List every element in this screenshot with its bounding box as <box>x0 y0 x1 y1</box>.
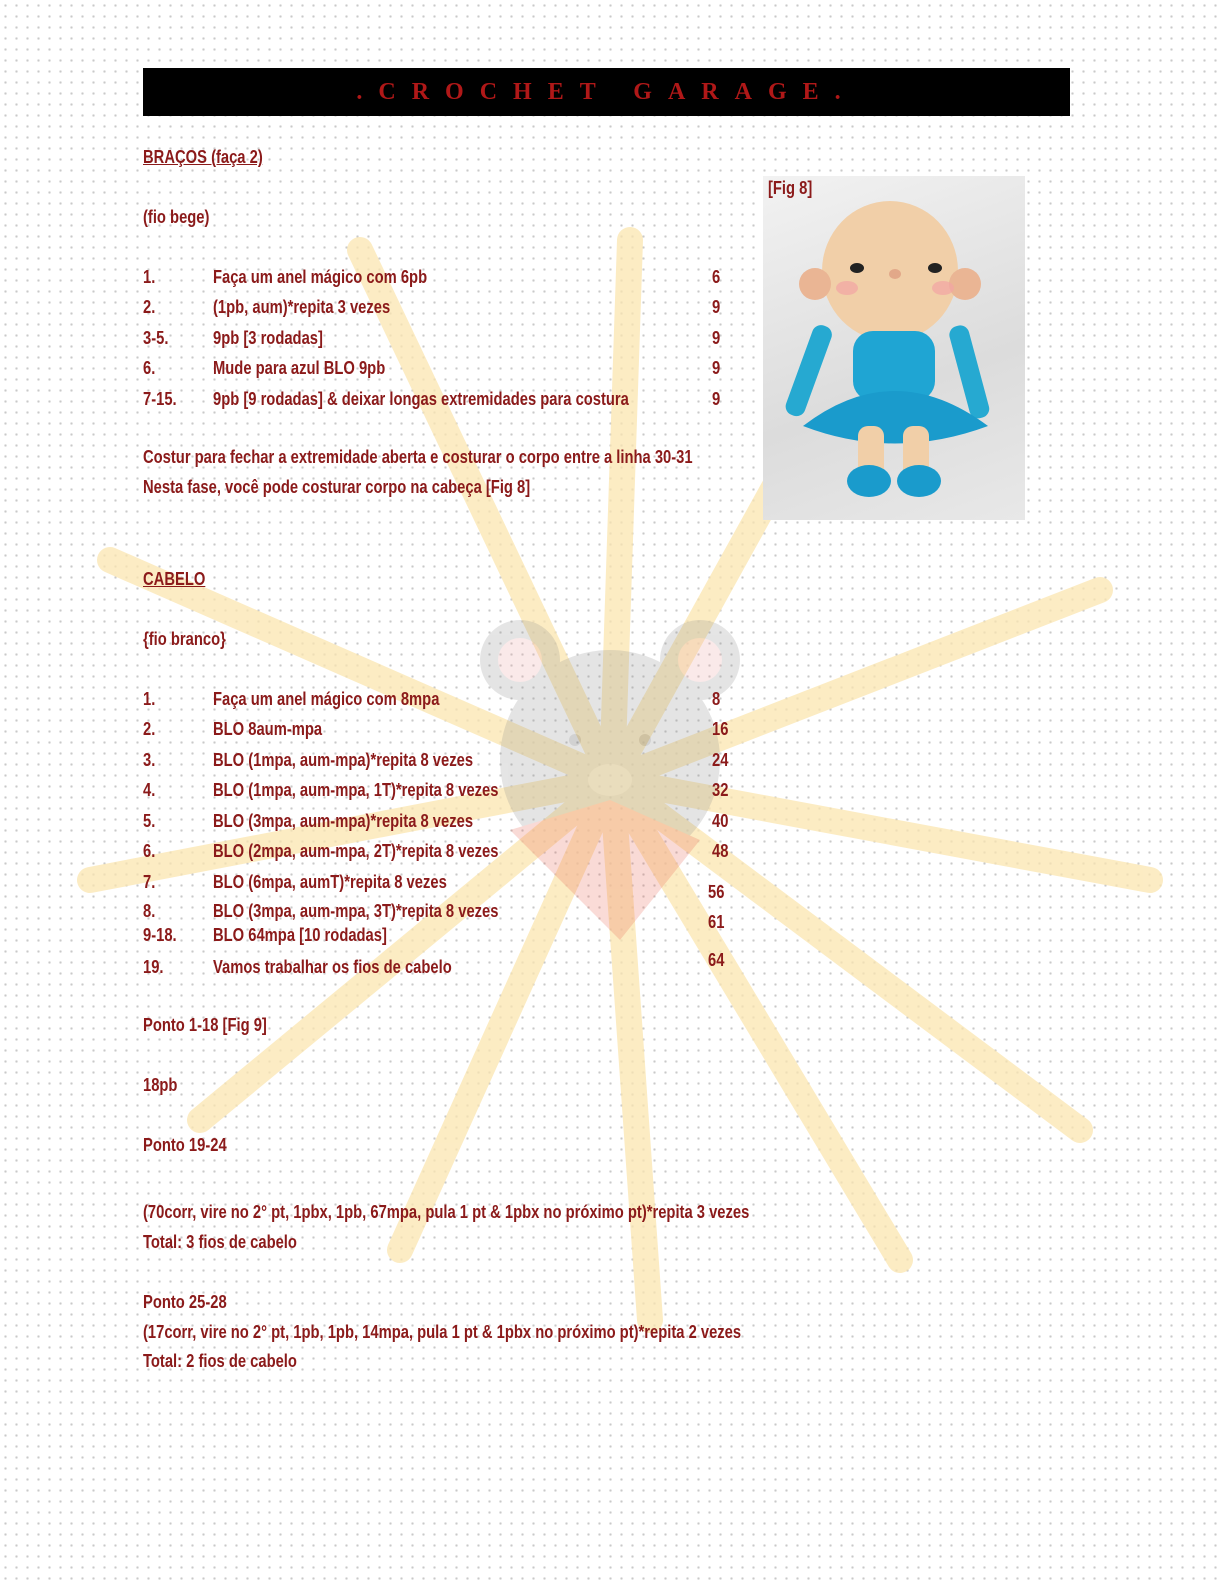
total-line: Total: 2 fios de cabelo <box>143 1351 297 1371</box>
cabelo-row-text: BLO (3mpa, aum-mpa, 3T)*repita 8 vezes <box>213 901 499 921</box>
bracos-row-count: 9 <box>712 297 721 317</box>
bracos-row-num: 6. <box>143 358 156 378</box>
bracos-note: Nesta fase, você pode costurar corpo na cabeça [Fig 8] <box>143 477 531 497</box>
cabelo-row-text: BLO 8aum-mpa <box>213 719 323 739</box>
cabelo-yarn: {fio branco} <box>143 629 226 649</box>
bracos-row-text: (1pb, aum)*repita 3 vezes <box>213 297 391 317</box>
cabelo-row-count: 40 <box>712 811 729 831</box>
bracos-row-num: 3-5. <box>143 328 169 348</box>
bracos-yarn: (fio bege) <box>143 207 210 227</box>
stitch-line: (70corr, vire no 2° pt, 1pbx, 1pb, 67mpa, pula 1 pt & 1pbx no próximo pt)*repita 3 vezes <box>143 1202 750 1222</box>
doll-photo <box>763 176 1025 520</box>
bracos-heading: BRAÇOS (faça 2) <box>143 147 263 167</box>
stitch-line: (17corr, vire no 2° pt, 1pb, 1pb, 14mpa, pula 1 pt & 1pbx no próximo pt)*repita 2 vezes <box>143 1322 742 1342</box>
bracos-row-count: 9 <box>712 328 721 348</box>
bracos-row-text: Faça um anel mágico com 6pb <box>213 267 428 287</box>
cabelo-row-num: 19. <box>143 957 164 977</box>
cabelo-row-num: 6. <box>143 841 156 861</box>
fig-8-label: [Fig 8] <box>768 178 813 198</box>
cabelo-row-text: BLO (1mpa, aum-mpa, 1T)*repita 8 vezes <box>213 780 499 800</box>
cabelo-row-count: 24 <box>712 750 729 770</box>
cabelo-row-count: 64 <box>708 950 725 970</box>
cabelo-row-text: Vamos trabalhar os fios de cabelo <box>213 957 452 977</box>
bracos-row-text: Mude para azul BLO 9pb <box>213 358 386 378</box>
bracos-note: Costur para fechar a extremidade aberta e costurar o corpo entre a linha 30-31 <box>143 447 693 467</box>
bracos-row-count: 6 <box>712 267 721 287</box>
cabelo-row-text: BLO (2mpa, aum-mpa, 2T)*repita 8 vezes <box>213 841 499 861</box>
cabelo-row-text: BLO (1mpa, aum-mpa)*repita 8 vezes <box>213 750 474 770</box>
bracos-row-text: 9pb [9 rodadas] & deixar longas extremidades para costura <box>213 389 629 409</box>
header-title: .CROCHET GARAGE. <box>356 78 857 105</box>
bracos-row-num: 7-15. <box>143 389 177 409</box>
cabelo-row-text: Faça um anel mágico com 8mpa <box>213 689 440 709</box>
page-header <box>143 68 1070 116</box>
ponto-heading: Ponto 19-24 <box>143 1135 227 1155</box>
cabelo-row-count: 48 <box>712 841 729 861</box>
cabelo-row-text: BLO 64mpa [10 rodadas] <box>213 925 387 945</box>
cabelo-heading: CABELO <box>143 569 206 589</box>
cabelo-row-text: BLO (3mpa, aum-mpa)*repita 8 vezes <box>213 811 474 831</box>
bracos-row-num: 1. <box>143 267 156 287</box>
stitch-line: 18pb <box>143 1075 178 1095</box>
cabelo-row-num: 3. <box>143 750 156 770</box>
total-line: Total: 3 fios de cabelo <box>143 1232 297 1252</box>
cabelo-row-num: 4. <box>143 780 156 800</box>
cabelo-row-num: 5. <box>143 811 156 831</box>
bracos-row-text: 9pb [3 rodadas] <box>213 328 323 348</box>
cabelo-row-text: BLO (6mpa, aumT)*repita 8 vezes <box>213 872 447 892</box>
doll-illustration <box>763 176 1025 520</box>
bracos-row-count: 9 <box>712 358 721 378</box>
cabelo-row-num: 2. <box>143 719 156 739</box>
cabelo-row-num: 8. <box>143 901 156 921</box>
cabelo-row-count: 16 <box>712 719 729 739</box>
cabelo-row-count: 8 <box>712 689 721 709</box>
cabelo-row-num: 1. <box>143 689 156 709</box>
bracos-row-num: 2. <box>143 297 156 317</box>
cabelo-row-count: 56 <box>708 882 725 902</box>
ponto-heading: Ponto 25-28 <box>143 1292 227 1312</box>
ponto-heading: Ponto 1-18 [Fig 9] <box>143 1015 267 1035</box>
cabelo-row-count: 61 <box>708 912 725 932</box>
bracos-row-count: 9 <box>712 389 721 409</box>
cabelo-row-num: 9-18. <box>143 925 177 945</box>
cabelo-row-count: 32 <box>712 780 729 800</box>
cabelo-row-num: 7. <box>143 872 156 892</box>
